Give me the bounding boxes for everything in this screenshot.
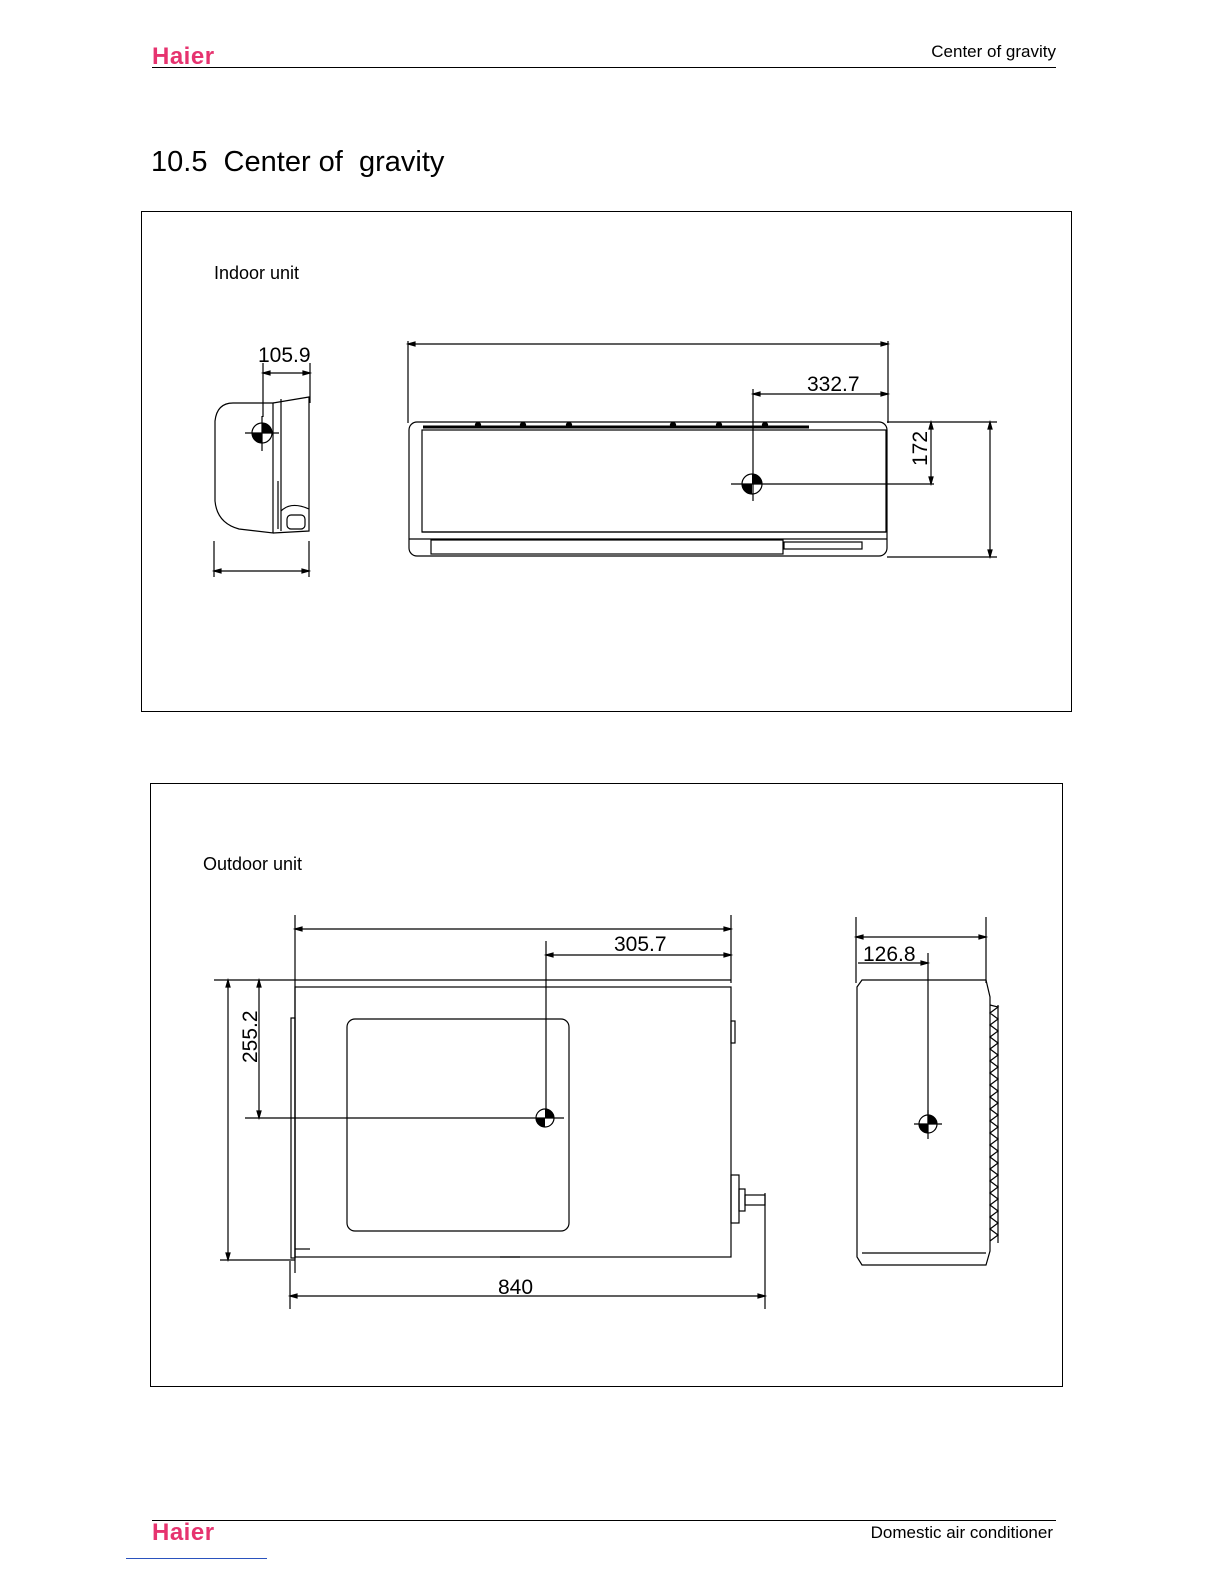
footer-link-underline: [126, 1558, 267, 1559]
indoor-unit-label: Indoor unit: [214, 263, 300, 283]
footer-brand-logo: Haier: [152, 1519, 215, 1546]
indoor-dim-side-depth: 105.9: [258, 344, 311, 367]
footer-text: Domestic air conditioner: [870, 1523, 1053, 1542]
outdoor-dim-width: 840: [498, 1276, 534, 1299]
outdoor-dim-side-cg: 126.8: [863, 943, 916, 966]
header-section-title: Center of gravity: [931, 42, 1056, 61]
outdoor-dim-cg-x: 305.7: [614, 933, 667, 956]
page-title: 10.5 Center of gravity: [151, 146, 445, 178]
indoor-dim-cg-x: 332.7: [807, 373, 860, 396]
outdoor-dim-cg-y: 255.2: [239, 1010, 262, 1063]
indoor-dim-cg-y: 172: [909, 430, 932, 466]
header-rule: [152, 67, 1056, 68]
indoor-unit-drawing: [141, 211, 1072, 712]
outdoor-unit-drawing: [150, 783, 1063, 1387]
outdoor-unit-label: Outdoor unit: [203, 854, 303, 874]
brand-logo: Haier: [152, 43, 215, 70]
footer-rule: [152, 1520, 1056, 1521]
